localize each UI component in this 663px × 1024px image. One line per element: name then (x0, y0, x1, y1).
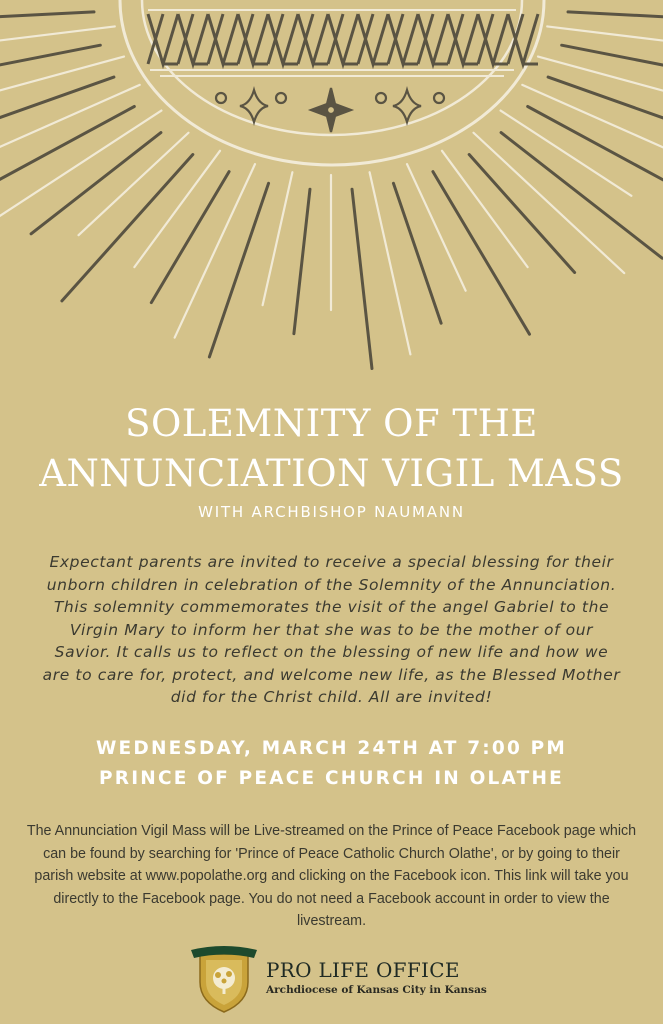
zigzag-segment (328, 14, 358, 64)
event-description: Expectant parents are invited to receive a special blessing for their unborn children in celebration of the Solemnity of the Annunciation. This solemnity commemorates the visit of the angel Gabriel to the Virgin Mary to inform her that she was to be the mother of our Savior. It calls us to reflect on the blessing of new life and how we are to care for, protect, and welcome new life, as the Blessed Mother did for the Christ child. All are invited! (42, 553, 621, 706)
sunburst-ray (209, 183, 268, 357)
sunburst-ray (0, 26, 115, 54)
zigzag-segment (238, 14, 268, 64)
zigzag-segment (148, 14, 178, 64)
sunburst-ray (501, 133, 662, 259)
org-name: PRO LIFE OFFICE (266, 958, 460, 982)
zigzag-band (148, 14, 538, 64)
sunburst-ray (0, 111, 161, 228)
sunburst-ray (562, 45, 663, 80)
zigzag-segment (178, 14, 208, 64)
zigzag-segment (448, 14, 478, 64)
sunburst-ray (393, 183, 441, 323)
sunburst-ray (407, 164, 466, 291)
zigzag-segment (268, 14, 298, 64)
event-date-time: WEDNESDAY, MARCH 24TH AT 7:00 PM (95, 738, 568, 759)
sunburst-ray (352, 189, 372, 368)
footer (0, 944, 663, 1014)
livestream-note: The Annunciation Vigil Mass will be Live-streamed on the Prince of Peace Facebook page which can be found by searching for 'Prince of Peace Catholic Church Olathe', or by going to their parish website at www.popolathe.org and clicking on the Facebook icon. This link will take you directly to the Facebook page. You do not need a Facebook account in order to view the livestream. (26, 823, 637, 929)
diocese-name: Archdiocese of Kansas City in Kansas (266, 984, 487, 996)
sunburst-ray (0, 107, 134, 208)
zigzag-segment (208, 14, 238, 64)
sunburst-ray (0, 12, 94, 21)
sunburst-ray (538, 57, 663, 117)
sunburst-ray (175, 164, 255, 337)
zigzag-segment (358, 14, 388, 64)
sunburst-ray (370, 172, 411, 354)
sunburst-ray (294, 189, 310, 333)
zigzag-segment (508, 14, 538, 64)
event-location: PRINCE OF PEACE CHURCH IN OLATHE (99, 768, 564, 789)
zigzag-segment (298, 14, 328, 64)
sunburst-decoration (0, 0, 663, 380)
sparkle-icon (240, 90, 268, 122)
sparkle-icon (393, 90, 421, 122)
event-subtitle: WITH ARCHBISHOP NAUMANN (198, 503, 465, 521)
event-title-line2: ANNUNCIATION VIGIL MASS (39, 452, 624, 495)
sunburst-ray (568, 12, 663, 23)
dome-ornaments (216, 88, 444, 132)
sunburst-ray (62, 155, 193, 301)
sunburst-ray (474, 133, 625, 273)
sunburst-ray (0, 57, 124, 101)
sunburst-ray (528, 107, 663, 188)
sunburst-rays (0, 12, 663, 369)
shield-tree-logo-icon (188, 944, 260, 1014)
zigzag-segment (388, 14, 418, 64)
zigzag-segment (418, 14, 448, 64)
sunburst-ray (547, 26, 663, 46)
event-title-line1: SOLEMNITY OF THE (125, 402, 538, 445)
